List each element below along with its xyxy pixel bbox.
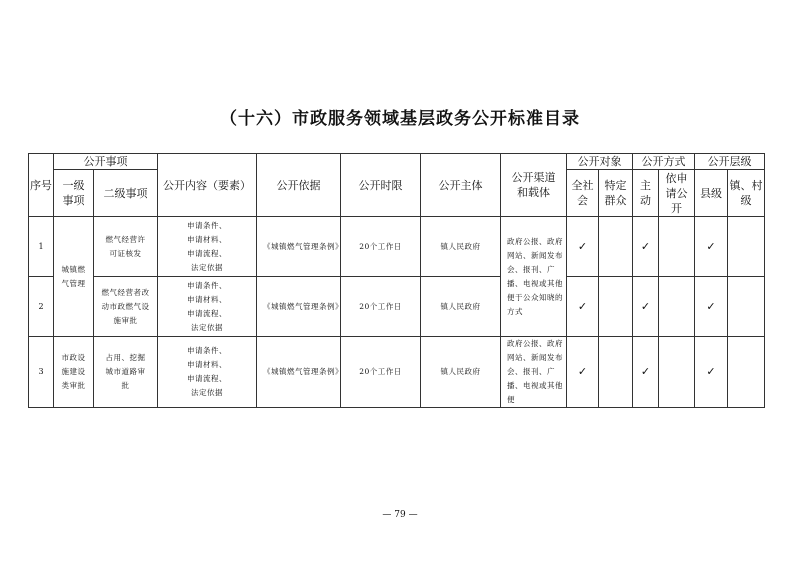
header-level1: 一级事项 [54, 170, 94, 217]
header-channel: 公开渠道和载体 [501, 154, 567, 217]
row-channel: 政府公报、政府网站、新闻发布会、报刊、广播、电视或其他便 [501, 337, 567, 408]
row-level1: 城镇燃气管理 [54, 217, 94, 337]
header-level2: 二级事项 [94, 170, 158, 217]
row-content: 申请条件、申请材料、申请流程、法定依据 [158, 217, 257, 277]
row-basis: 《城镇燃气管理条例》 [257, 217, 341, 277]
row-level2: 占用、挖掘城市道路审批 [94, 337, 158, 408]
row-method-request [659, 217, 695, 277]
row-level-county: ✓ [695, 277, 728, 337]
header-target-all: 全社会 [567, 170, 599, 217]
header-method-active: 主动 [633, 170, 659, 217]
row-method-active: ✓ [633, 337, 659, 408]
header-method-request: 依申请公开 [659, 170, 695, 217]
row-target-specific [599, 337, 633, 408]
row-target-specific [599, 277, 633, 337]
row-seq: 3 [29, 337, 54, 408]
row-basis: 《城镇燃气管理条例》 [257, 277, 341, 337]
row-level-town [728, 337, 765, 408]
header-target: 公开对象 [567, 154, 633, 170]
row-method-request [659, 277, 695, 337]
row-level-town [728, 277, 765, 337]
row-level2: 燃气经营者改动市政燃气设施审批 [94, 277, 158, 337]
row-method-active: ✓ [633, 217, 659, 277]
row-time-limit: 20个工作日 [341, 337, 421, 408]
header-seq: 序号 [29, 154, 54, 217]
row-basis: 《城镇燃气管理条例》 [257, 337, 341, 408]
row-level-town [728, 217, 765, 277]
table-row [29, 217, 765, 277]
header-basis: 公开依据 [257, 154, 341, 217]
header-subject: 公开主体 [421, 154, 501, 217]
row-seq: 1 [29, 217, 54, 277]
row-level1: 市政设施建设类审批 [54, 337, 94, 408]
row-seq: 2 [29, 277, 54, 337]
header-level-town: 镇、村级 [728, 170, 765, 217]
header-level: 公开层级 [695, 154, 765, 170]
row-method-request [659, 337, 695, 408]
row-level2: 燃气经营许可证核发 [94, 217, 158, 277]
row-time-limit: 20个工作日 [341, 277, 421, 337]
row-content: 申请条件、申请材料、申请流程、法定依据 [158, 337, 257, 408]
table-row [29, 337, 765, 408]
row-time-limit: 20个工作日 [341, 217, 421, 277]
row-subject: 镇人民政府 [421, 217, 501, 277]
catalog-table [28, 153, 765, 408]
header-method: 公开方式 [633, 154, 695, 170]
header-public-items: 公开事项 [54, 154, 158, 170]
header-target-specific: 特定群众 [599, 170, 633, 217]
row-method-active: ✓ [633, 277, 659, 337]
row-level-county: ✓ [695, 217, 728, 277]
page-title: （十六）市政服务领域基层政务公开标准目录 [220, 109, 580, 129]
row-channel: 政府公报、政府网站、新闻发布会、报刊、广播、电视或其他便于公众知晓的方式 [501, 217, 567, 337]
row-level-county: ✓ [695, 337, 728, 408]
row-target-specific [599, 217, 633, 277]
header-content: 公开内容（要素） [158, 154, 257, 217]
row-target-all: ✓ [567, 277, 599, 337]
table-row [29, 277, 765, 337]
row-subject: 镇人民政府 [421, 337, 501, 408]
row-target-all: ✓ [567, 337, 599, 408]
page-number: — 79 — [382, 510, 418, 520]
header-level-county: 县级 [695, 170, 728, 217]
row-content: 申请条件、申请材料、申请流程、法定依据 [158, 277, 257, 337]
row-target-all: ✓ [567, 217, 599, 277]
header-time-limit: 公开时限 [341, 154, 421, 217]
row-subject: 镇人民政府 [421, 277, 501, 337]
